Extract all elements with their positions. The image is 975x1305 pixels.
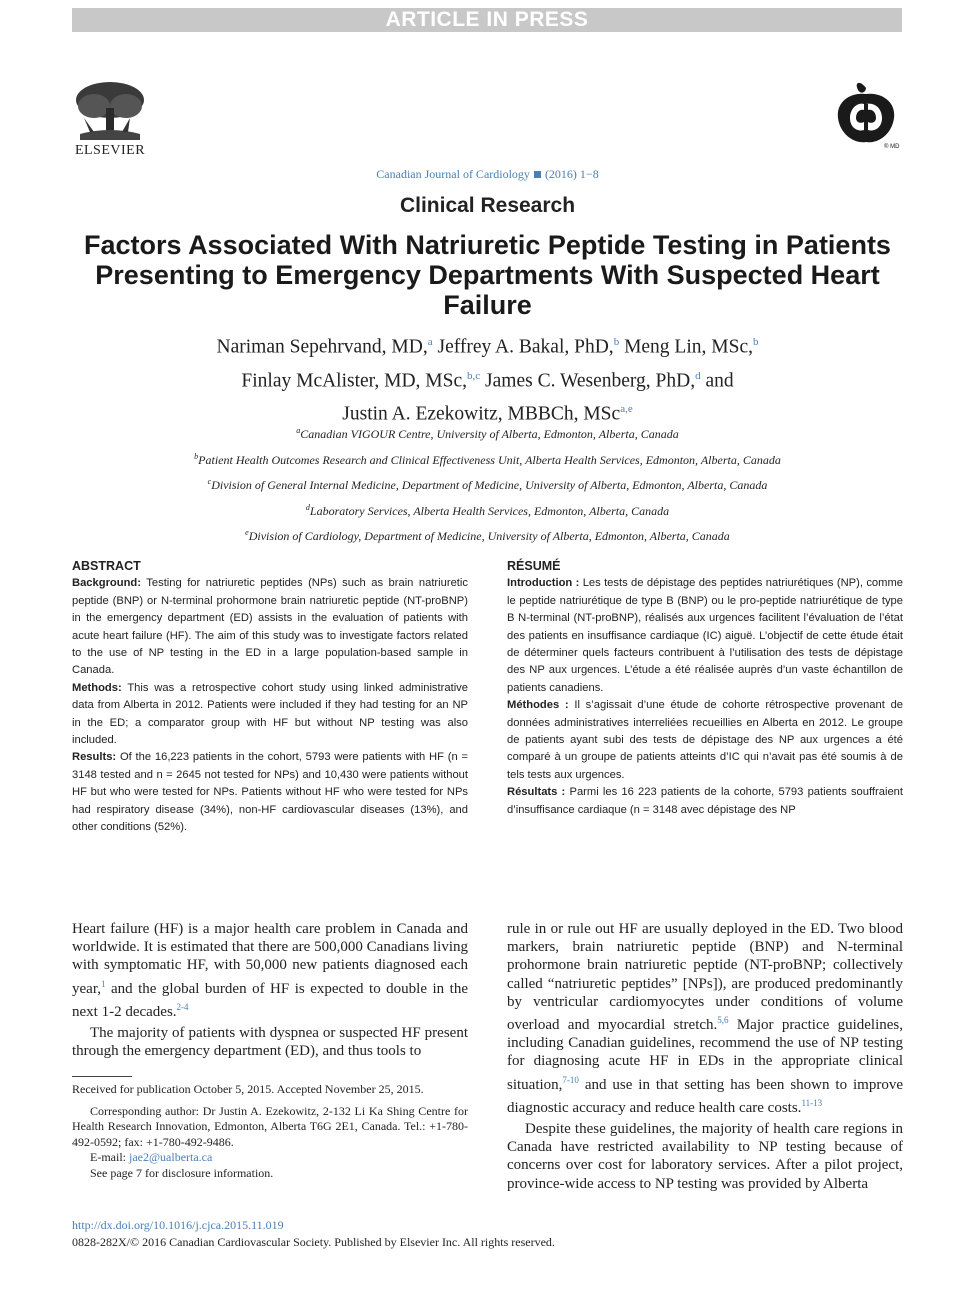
body-text: rule in or rule out HF are usually deployed in the ED. Two blood markers, brain natriuretic peptide (BNP) and N-terminal prohormone brain natriuretic peptide (NT-proBNP; collectively called “natriuretic peptides” [NPs]), are produced predominantly by ventricular cardiomyocytes under conditions of volume overload and myocardial stretch. xyxy=(507,921,903,1034)
email-link[interactable]: jae2@ualberta.ca xyxy=(129,1150,213,1164)
section-label: Clinical Research xyxy=(399,194,576,217)
affiliation-item xyxy=(80,471,895,497)
citation-ref[interactable]: 7-10 xyxy=(562,1074,579,1085)
registered-mark: ® MD xyxy=(884,144,900,150)
footnote-divider xyxy=(72,1076,132,1077)
journal-name[interactable]: Canadian Journal of Cardiology xyxy=(376,167,530,181)
body-text: Heart failure (HF) is a major health care problem in Canada and worldwide. It is estimated that there are 500,000 Canadians living with symptomatic HF, with 50,000 new patients diagnosed each year, xyxy=(72,921,468,997)
resume-label: Résultats : xyxy=(507,786,566,799)
author-name[interactable]: Meng Lin, MSc, xyxy=(624,336,753,358)
affiliation-item xyxy=(80,497,895,523)
square-separator-icon xyxy=(534,171,541,178)
citation-ref[interactable]: 11-13 xyxy=(801,1097,823,1108)
abstract-text: Of the 16,223 patients in the cohort, 5793 were patients with HF (n = 3148 tested and n = 2645 not tested for NPs) and 10,430 were patients without HF but who were tested for NPs. Patients without HF who were tested for NPs had respiratory disease (34%), non-HF cardiovascular diseases (13%), and other conditions (52%). xyxy=(72,751,469,834)
body-paragraph xyxy=(72,920,468,1021)
email-line xyxy=(72,1150,468,1166)
resume-label: Introduction : xyxy=(507,577,580,590)
author-affil-ref[interactable]: b xyxy=(613,336,620,348)
affiliation-text: Canadian VIGOUR Centre, University of Alberta, Edmonton, Alberta, Canada xyxy=(300,427,679,441)
resume-introduction xyxy=(507,575,903,697)
author-name[interactable]: Nariman Sepehrvand, MD, xyxy=(216,336,428,358)
resume-label: Méthodes : xyxy=(507,699,569,712)
citation-ref[interactable]: 2-4 xyxy=(176,1001,189,1012)
email-label: E-mail: xyxy=(90,1150,129,1164)
journal-issue: (2016) 1−8 xyxy=(544,167,599,181)
abstract-label: Background: xyxy=(72,577,141,590)
author-name[interactable]: James C. Wesenberg, PhD, xyxy=(485,370,696,391)
body-paragraph: Despite these guidelines, the majority of health care regions in Canada have restricted availability to NP testing because of concerns over cost for laboratory services. After a pilot project, province-wide access to NP testing was provided by Alberta xyxy=(507,1121,903,1192)
resume-methodes xyxy=(507,697,903,784)
citation-ref[interactable]: 1 xyxy=(100,978,106,989)
ccs-society-logo xyxy=(830,78,902,150)
abstract-label: Methods: xyxy=(72,681,122,694)
body-paragraph xyxy=(507,920,903,1117)
affiliation-item xyxy=(80,522,895,548)
article-in-press-banner: ARTICLE IN PRESS xyxy=(72,8,902,32)
body-column-left xyxy=(72,920,468,1060)
abstract-results xyxy=(72,749,468,836)
author-name[interactable]: Justin A. Ezekowitz, MBBCh, MSc xyxy=(342,403,621,425)
abstract-text: Testing for natriuretic peptides (NPs) such as brain natriuretic peptide (BNP) or N-terminal prohormone brain natriuretic peptide (NT-proBNP) in the emergency department (ED) assists in the evaluation of patients with acute heart failure (HF). The aim of this study was to investigate factors related to the use of NP testing in the ED in a large population-based sample in Canada. xyxy=(72,577,468,677)
author-affil-ref[interactable]: b,c xyxy=(467,369,481,382)
author-affil-ref[interactable]: a,e xyxy=(620,403,633,415)
body-column-right xyxy=(507,920,903,1193)
body-text: Major practice guidelines, including Canadian guidelines, recommend the use of NP testing for diagnosing acute HF in EDs in the appropriate clinical situation, xyxy=(507,1017,903,1093)
affiliation-marker: d xyxy=(305,502,310,512)
copyright-notice: 0828-282X/© 2016 Canadian Cardiovascular Society. Published by Elsevier Inc. All rights reserved. xyxy=(72,1235,555,1249)
resume-text: Les tests de dépistage des peptides natriurétiques (NP), comme le peptide natriurétique de type B (BNP) ou le pro-peptide natriurétique de type B N-terminal (NT-proBNP), réalisés aux urgences facilitent l’évaluation de l’état des patients en insuffisance cardiaque (IC) aiguë. L’objectif de cette étude était de déterminer quels facteurs contribuent à l’utilisation des tests de dépistage des NP aux urgences. L’étude a été réalisée auprès d’un vaste échantillon de patients canadiens. xyxy=(507,577,904,694)
body-text: and use in that setting has been shown to improve diagnostic accuracy and reduce health care costs. xyxy=(507,1076,903,1116)
author-affil-ref[interactable]: d xyxy=(695,369,701,382)
author-list xyxy=(80,328,895,429)
affiliation-text: Laboratory Services, Alberta Health Services, Edmonton, Alberta, Canada xyxy=(309,503,670,518)
received-dates: Received for publication October 5, 2015. Accepted November 25, 2015. xyxy=(72,1082,424,1096)
author-affil-ref[interactable]: a xyxy=(427,336,433,348)
affiliation-text: Division of General Internal Medicine, Department of Medicine, University of Alberta, Edmonton, Alberta, Canada xyxy=(211,478,768,492)
resume-heading: RÉSUMÉ xyxy=(507,559,561,573)
author-affil-ref[interactable]: b xyxy=(752,336,759,348)
body-text: and the global burden of HF is expected to double in the next 1-2 decades. xyxy=(72,980,468,1020)
doi-link[interactable]: http://dx.doi.org/10.1016/j.cjca.2015.11.019 xyxy=(72,1218,284,1232)
resume-resultats xyxy=(507,784,903,819)
author-conjunction: and xyxy=(705,370,734,391)
abstract-english xyxy=(72,558,468,837)
disclosure-note: See page 7 for disclosure information. xyxy=(90,1165,274,1180)
affiliation-marker: e xyxy=(245,528,249,537)
affiliation-marker: b xyxy=(194,451,199,461)
abstract-heading: ABSTRACT xyxy=(72,559,141,573)
affiliation-text: Division of Cardiology, Department of Medicine, University of Alberta, Edmonton, Alberta, Canada xyxy=(248,529,730,543)
affiliation-list xyxy=(80,420,895,548)
corresponding-author: Corresponding author: Dr Justin A. Ezekowitz, 2-132 Li Ka Shing Centre for Health Research Innovation, Edmonton, Alberta T6G 2E1, Canada. Tel.: +1-780-492-0592; fax: +1-780-492-9486. xyxy=(72,1103,468,1149)
affiliation-marker: c xyxy=(207,477,212,486)
affiliation-text: Patient Health Outcomes Research and Clinical Effectiveness Unit, Alberta Health Services, Edmonton, Alberta, Canada xyxy=(198,452,781,467)
abstract-methods xyxy=(72,680,468,750)
resume-text: Il s’agissait d’une étude de cohorte rétrospective provenant de données administratives interreliées recueillies en Alberta en 2012. Le groupe de patients ayant subi des tests de dépistage des NP aux urgences a été comparé à un groupe de patients atteints d’IC qui n’avait pas été soumis à de tels tests aux urgences. xyxy=(507,699,904,781)
abstract-french xyxy=(507,558,903,819)
affiliation-item xyxy=(80,446,895,472)
abstract-background xyxy=(72,575,468,679)
affiliation-marker: a xyxy=(296,426,301,435)
article-title: Factors Associated With Natriuretic Peptide Testing in Patients Presenting to Emergency Departments With Suspected Heart Failure xyxy=(84,230,891,320)
author-name[interactable]: Jeffrey A. Bakal, PhD, xyxy=(437,336,614,358)
body-paragraph: The majority of patients with dyspnea or suspected HF present through the emergency department (ED), and thus tools to xyxy=(72,1025,468,1060)
resume-text: Parmi les 16 223 patients de la cohorte, 5793 patients souffraient d’insuffisance cardiaque (n = 3148 avec dépistage des NP xyxy=(507,786,903,816)
abstract-label: Results: xyxy=(72,751,117,764)
abstract-text: This was a retrospective cohort study using linked administrative data from Alberta in 2012. Patients were included if they had testing for an NP in the ED; a comparator group with HF but without NP testing was also included. xyxy=(72,681,468,747)
journal-citation xyxy=(0,167,975,182)
elsevier-wordmark: ELSEVIER xyxy=(74,143,146,158)
footnotes xyxy=(72,1082,468,1181)
author-name[interactable]: Finlay McAlister, MD, MSc, xyxy=(241,370,468,391)
citation-ref[interactable]: 5,6 xyxy=(717,1015,729,1026)
affiliation-item xyxy=(80,420,895,446)
